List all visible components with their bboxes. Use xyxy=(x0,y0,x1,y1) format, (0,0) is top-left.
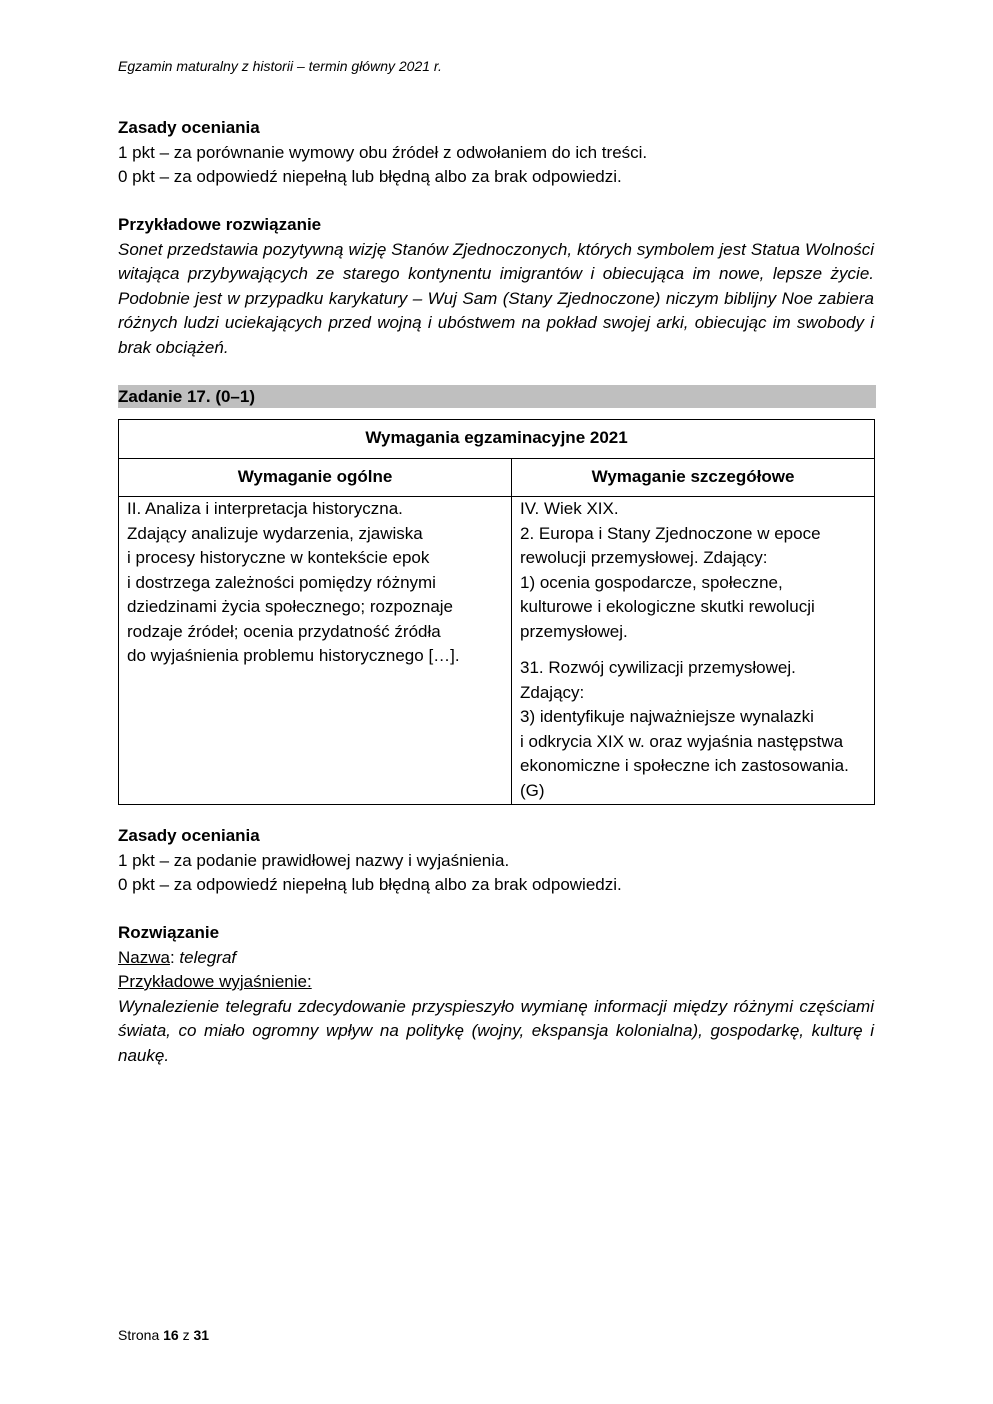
scoring-rule-line: 0 pkt – za odpowiedź niepełną lub błędną albo za brak odpowiedzi. xyxy=(118,167,622,186)
scoring-rule-line: 1 pkt – za podanie prawidłowej nazwy i wyjaśnienia. xyxy=(118,850,510,870)
solution-heading: Rozwiązanie xyxy=(118,923,220,942)
footer-page-total: 31 xyxy=(193,1327,210,1343)
requirements-table xyxy=(118,419,875,805)
solution-name-value: telegraf xyxy=(179,947,237,967)
specific-requirement-line: 3) identyfikuje najważniejsze wynalazki xyxy=(520,707,814,726)
footer-separator: z xyxy=(178,1327,194,1343)
specific-requirement-cell xyxy=(512,497,875,805)
general-requirement-line: i dostrzega zależności pomiędzy różnymi xyxy=(127,572,436,592)
solution-section xyxy=(118,921,874,1068)
general-requirement-line: dziedzinami życia społecznego; rozpoznaje xyxy=(127,597,454,616)
specific-requirement-line: 2. Europa i Stany Zjednoczone w epoce xyxy=(520,523,821,543)
scoring-rules-heading: Zasady oceniania xyxy=(118,826,260,845)
specific-requirement-line: 1) ocenia gospodarcze, społeczne, xyxy=(520,572,783,592)
specific-requirement-line: przemysłowej. xyxy=(520,621,628,641)
page-footer xyxy=(118,1327,209,1343)
general-requirement-line: i procesy historyczne w kontekście epok xyxy=(127,548,430,567)
specific-requirement-line: IV. Wiek XIX. xyxy=(520,499,619,518)
specific-requirement-group-a xyxy=(520,497,868,644)
specific-requirement-line: i odkrycia XIX w. oraz wyjaśnia następstwa xyxy=(520,731,844,751)
specific-requirement-line: kulturowe i ekologiczne skutki rewolucji xyxy=(520,597,815,616)
specific-requirement-line: ekonomiczne i społeczne ich zastosowania. xyxy=(520,756,849,775)
general-requirement-line: II. Analiza i interpretacja historyczna. xyxy=(127,499,403,518)
scoring-rule-line: 0 pkt – za odpowiedź niepełną lub błędną albo za brak odpowiedzi. xyxy=(118,875,622,894)
scoring-rules-section-1 xyxy=(118,116,874,190)
specific-requirement-line: 31. Rozwój cywilizacji przemysłowej. xyxy=(520,658,796,677)
sample-solution-heading: Przykładowe rozwiązanie xyxy=(118,215,322,234)
column-header-specific: Wymaganie szczegółowe xyxy=(512,458,875,497)
general-requirement-line: rodzaje źródeł; ocenia przydatność źródła xyxy=(127,621,441,641)
scoring-rules-heading: Zasady oceniania xyxy=(118,118,260,137)
requirements-table-title: Wymagania egzaminacyjne 2021 xyxy=(119,420,875,459)
solution-name-line xyxy=(118,946,874,971)
footer-prefix: Strona xyxy=(118,1327,164,1343)
general-requirement-line: Zdający analizuje wydarzenia, zjawiska xyxy=(127,523,423,543)
sample-solution-text: Sonet przedstawia pozytywną wizję Stanów Zjednoczonych, których symbolem jest Statua Wolności witająca przybywających ze starego kontynentu imigrantów i obiecująca im nowe, lepsze życie. Podobnie jest w przypadku karykatury – Wuj Sam (Stany Zjednoczone) niczym biblijny Noe zabiera różnych ludzi uciekających przed wojną i ubóstwem na pokład swojej arki, obiecując im swobody i brak obciążeń. xyxy=(118,239,874,357)
footer-page-number: 16 xyxy=(163,1327,179,1343)
task-header-bar: Zadanie 17. (0–1) xyxy=(118,385,876,408)
specific-requirement-line: Zdający: xyxy=(520,682,585,702)
solution-name-label: Nazwa xyxy=(118,947,170,967)
specific-requirement-group-b xyxy=(520,656,868,803)
general-requirement-cell xyxy=(119,497,512,805)
solution-explanation-text: Wynalezienie telegrafu zdecydowanie przyspieszyło wymianę informacji między różnymi częściami świata, co miało ogromny wpływ na politykę (wojny, ekspansja kolonialna), gospodarkę, kulturę i naukę. xyxy=(118,996,874,1065)
solution-explanation-label: Przykładowe wyjaśnienie: xyxy=(118,972,312,991)
sample-solution-section xyxy=(118,213,874,360)
column-header-general: Wymaganie ogólne xyxy=(119,458,512,497)
specific-requirement-line: (G) xyxy=(520,780,545,800)
general-requirement-line: do wyjaśnienia problemu historycznego […]. xyxy=(127,646,460,665)
running-header: Egzamin maturalny z historii – termin główny 2021 r. xyxy=(118,58,442,74)
specific-requirement-line: rewolucji przemysłowej. Zdający: xyxy=(520,548,768,567)
scoring-rule-line: 1 pkt – za porównanie wymowy obu źródeł z odwołaniem do ich treści. xyxy=(118,142,648,162)
solution-name-separator: : xyxy=(169,947,180,967)
scoring-rules-section-2 xyxy=(118,824,874,898)
